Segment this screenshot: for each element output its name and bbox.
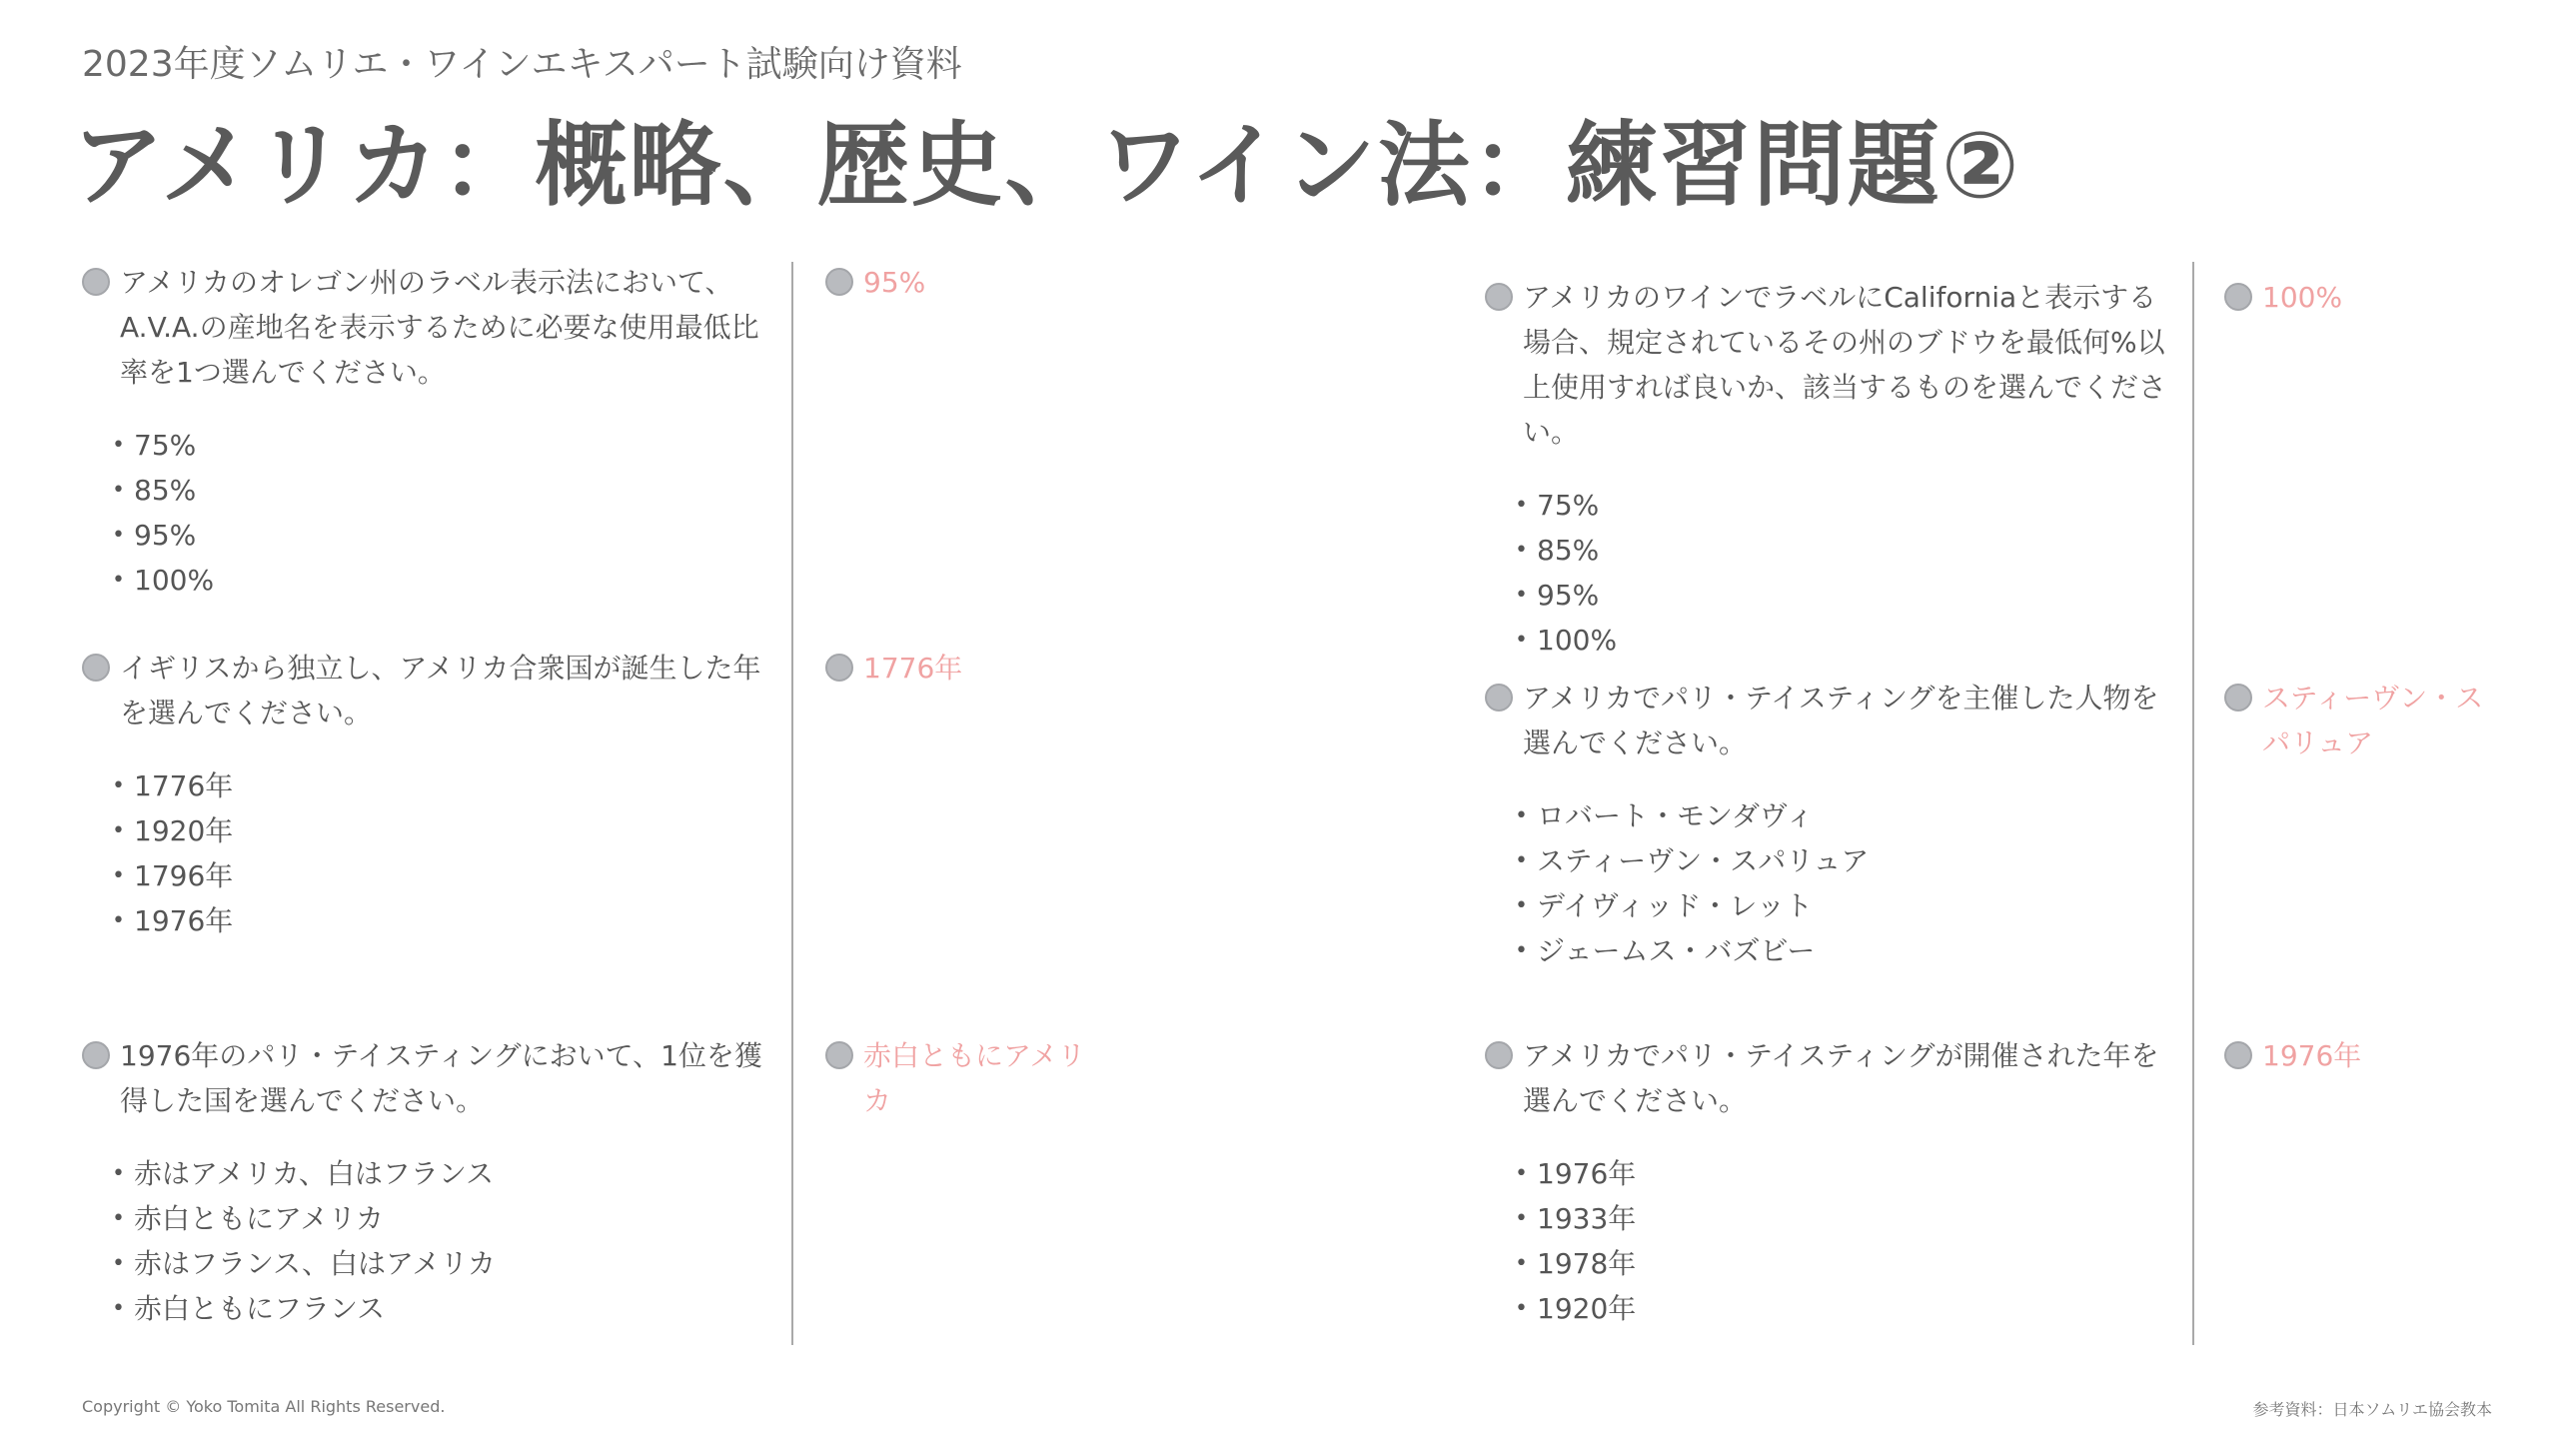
bullet-circle-icon (2224, 684, 2252, 712)
copyright-text: Copyright © Yoko Tomita All Rights Reserved. (82, 1397, 446, 1416)
bullet-circle-icon (825, 654, 853, 682)
bullet-circle-icon (82, 268, 110, 296)
option-item: • 100% (112, 558, 781, 603)
answer-4 (2224, 275, 2504, 320)
question-block-4 (1485, 275, 2184, 663)
bullet-circle-icon (1485, 1041, 1513, 1069)
option-item: • 赤はフランス、白はアメリカ (112, 1241, 781, 1286)
option-item: • 75% (112, 423, 781, 468)
option-item: • 95% (1515, 573, 2184, 618)
option-item: • 100% (1515, 618, 2184, 663)
bullet-circle-icon (1485, 283, 1513, 311)
option-item: • 赤白ともにアメリカ (112, 1196, 781, 1241)
answer-text: 赤白ともにアメリカ (863, 1039, 1086, 1117)
option-item: • 1976年 (1515, 1151, 2184, 1196)
option-item: • 95% (112, 513, 781, 558)
answer-text: 1976年 (2262, 1039, 2362, 1072)
option-item: • スティーヴン・スパリュア (1515, 838, 2184, 883)
option-list (82, 423, 781, 603)
column-divider-left (791, 262, 793, 1345)
answer-5 (2224, 676, 2504, 765)
answer-text: 1776年 (863, 652, 963, 685)
answer-text: スティーヴン・スパリュア (2262, 682, 2484, 759)
option-list (82, 763, 781, 943)
question-text: アメリカのオレゴン州のラベル表示法において、A.V.A.の産地名を表示するために必要な使用最低比率を1つ選んでください。 (120, 266, 759, 389)
option-item: • 1933年 (1515, 1196, 2184, 1241)
question-block-5 (1485, 676, 2184, 973)
answer-6 (2224, 1033, 2504, 1078)
bullet-circle-icon (1485, 684, 1513, 712)
option-item: • 1776年 (112, 763, 781, 808)
option-item: • 1796年 (112, 853, 781, 898)
option-item: • 85% (1515, 528, 2184, 573)
reference-text: 参考資料：日本ソムリエ協会教本 (2252, 1400, 2492, 1419)
option-item: • 1920年 (112, 808, 781, 853)
answer-text: 95% (863, 266, 926, 299)
option-item: • 赤はアメリカ、白はフランス (112, 1151, 781, 1196)
option-list (1485, 1151, 2184, 1331)
answer-text: 100% (2262, 281, 2343, 314)
answer-2 (825, 646, 1105, 691)
question-block-3 (82, 1033, 781, 1331)
option-list (1485, 793, 2184, 973)
question-text: イギリスから独立し、アメリカ合衆国が誕生した年を選んでください。 (120, 652, 761, 729)
question-text: アメリカでパリ・テイスティングが開催された年を選んでください。 (1523, 1039, 2159, 1117)
option-item: • ロバート・モンダヴィ (1515, 793, 2184, 838)
question-text: アメリカのワインでラベルにCaliforniaと表示する場合、規定されているその州のブドウを最低何%以上使用すれば良いか、該当するものを選んでください。 (1523, 281, 2167, 449)
option-item: • 1978年 (1515, 1241, 2184, 1286)
answer-1 (825, 260, 1105, 305)
option-list (1485, 483, 2184, 663)
bullet-circle-icon (825, 1041, 853, 1069)
option-item: • 赤白ともにフランス (112, 1286, 781, 1331)
option-item: • 1976年 (112, 898, 781, 943)
option-item: • 75% (1515, 483, 2184, 528)
question-text: アメリカでパリ・テイスティングを主催した人物を選んでください。 (1523, 682, 2159, 759)
question-block-6 (1485, 1033, 2184, 1331)
option-list (82, 1151, 781, 1331)
option-item: • 85% (112, 468, 781, 513)
page-title: アメリカ：概略、歴史、ワイン法：練習問題② (72, 112, 2021, 219)
bullet-circle-icon (82, 654, 110, 682)
answer-3 (825, 1033, 1105, 1123)
option-item: • 1920年 (1515, 1286, 2184, 1331)
bullet-circle-icon (2224, 283, 2252, 311)
question-block-2 (82, 646, 781, 943)
bullet-circle-icon (825, 268, 853, 296)
page-subtitle: 2023年度ソムリエ・ワインエキスパート試験向け資料 (82, 44, 962, 85)
bullet-circle-icon (82, 1041, 110, 1069)
option-item: • ジェームス・バズビー (1515, 928, 2184, 973)
question-block-1 (82, 260, 781, 603)
question-text: 1976年のパリ・テイスティングにおいて、1位を獲得した国を選んでください。 (120, 1039, 762, 1117)
option-item: • デイヴィッド・レット (1515, 883, 2184, 928)
column-divider-right (2192, 262, 2194, 1345)
bullet-circle-icon (2224, 1041, 2252, 1069)
